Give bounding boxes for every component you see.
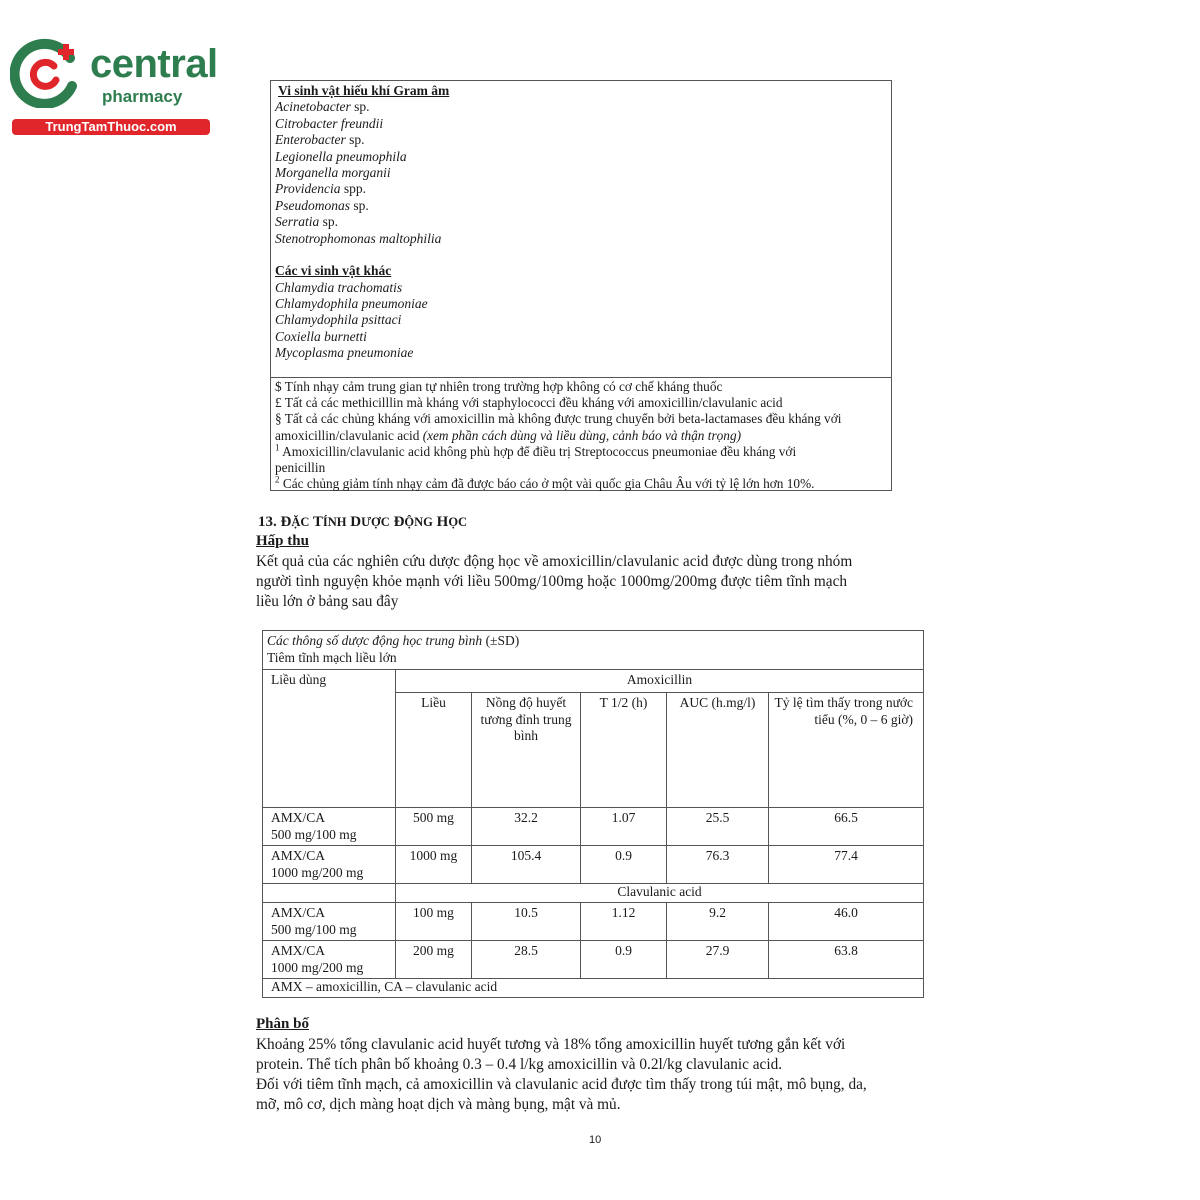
absorption-paragraph: Kết quả của các nghiên cứu dược động học về amoxicillin/clavulanic acid được dùng trong nhóm người tình nguyện khỏe mạnh với liều 500mg/100mg hoặc 1000mg/200mg được tiêm tĩnh mạch liều lớn ở bảng sau đây xyxy=(256,553,853,610)
organism-item: Enterobacter sp. xyxy=(275,132,365,148)
page-number: 10 xyxy=(589,1134,602,1146)
organism-item: Coxiella burnetti xyxy=(275,328,367,344)
gram-negative-heading: Vi sinh vật hiếu khí Gram âm xyxy=(278,83,450,98)
dose-header: Liều dùng xyxy=(263,670,396,808)
organism-item: Acinetobacter sp. xyxy=(275,99,370,115)
organism-item: Mycoplasma pneumoniae xyxy=(275,345,414,361)
table-row: AMX/CA 1000 mg/200 mg 200 mg 28.5 0.9 27.9 63.8 xyxy=(263,941,924,979)
organism-item: Citrobacter freundii xyxy=(275,115,384,131)
footnote-section-cont: amoxicillin/clavulanic acid (xem phần cách dùng và liều dùng, cảnh báo và thận trọng) xyxy=(275,427,742,443)
brand-url[interactable]: TrungTamThuoc.com xyxy=(12,119,210,135)
brand-sub: pharmacy xyxy=(102,87,183,106)
col-header-auc: AUC (h.mg/l) xyxy=(667,693,769,808)
footnote-1-cont: penicillin xyxy=(275,460,326,476)
absorption-heading: Hấp thu xyxy=(256,533,309,549)
spectrum-footnotes xyxy=(275,379,887,492)
antimicrobial-spectrum-box xyxy=(270,80,892,491)
organism-item: Legionella pneumophila xyxy=(275,148,407,164)
central-logo-icon xyxy=(10,38,88,108)
brand-name: central xyxy=(90,42,218,86)
col-header-t12: T 1/2 (h) xyxy=(581,693,667,808)
table-row: AMX/CA 500 mg/100 mg 100 mg 10.5 1.12 9.2 46.0 xyxy=(263,903,924,941)
other-organisms-heading: Các vi sinh vật khác xyxy=(275,263,392,279)
organism-item: Serratia sp. xyxy=(275,214,339,230)
footnote-pound: £ Tất cả các methicilllin mà kháng với staphylococci đều kháng với amoxicillin/clavulanic acid xyxy=(275,395,783,411)
distribution-paragraph: Khoảng 25% tổng clavulanic acid huyết tương và 18% tổng amoxicillin huyết tương gắn kết với protein. Thể tích phân bố khoảng 0.3 – 0.4 l/kg amoxicillin và 0.2l/kg clavulanic acid. Đối với tiêm tĩnh mạch, cả amoxicillin và clavulanic acid được tìm thấy trong túi mật, mô bụng, da, mỡ, mô cơ, dịch màng hoạt dịch và màng bụng, mật và mủ. xyxy=(256,1036,867,1113)
organism-item: Stenotrophomonas maltophilia xyxy=(275,230,442,246)
footnote-2: $^2$ Các chủng giảm tính nhạy cảm đã được báo cáo ở một vài quốc gia Châu Âu với tỷ lệ lớn hơn 10%. xyxy=(275,474,815,492)
col-header-cmax: Nồng độ huyết tương đỉnh trung bình xyxy=(472,693,581,808)
organism-item: Chlamydophila pneumoniae xyxy=(275,296,428,312)
table-footnote: AMX – amoxicillin, CA – clavulanic acid xyxy=(263,979,924,998)
section-13-title: 13. ĐẶC TÍNH DƯỢC ĐỘNG HỌC xyxy=(258,514,468,530)
organism-item: Morganella morganii xyxy=(275,164,391,180)
col-header-urine: Tỷ lệ tìm thấy trong nước tiểu (%, 0 – 6 giờ) xyxy=(769,693,924,808)
table-row: AMX/CA 1000 mg/200 mg 1000 mg 105.4 0.9 76.3 77.4 xyxy=(263,846,924,884)
amoxicillin-group-header: Amoxicillin xyxy=(396,670,924,693)
table-row: AMX/CA 500 mg/100 mg 500 mg 32.2 1.07 25.5 66.5 xyxy=(263,808,924,846)
organism-item: Chlamydophila psittaci xyxy=(275,312,402,328)
table-caption: Các thông số dược động học trung bình (±SD) Tiêm tĩnh mạch liều lớn xyxy=(263,631,924,670)
organism-item: Providencia spp. xyxy=(275,181,366,197)
footnote-section: § Tất cả các chủng kháng với amoxicillin mà không được trung chuyển bởi beta-lactamases đều kháng với xyxy=(275,411,842,427)
organism-item: Chlamydia trachomatis xyxy=(275,279,403,295)
col-header-dose: Liều xyxy=(396,693,472,808)
footnote-dollar: $ Tính nhạy cảm trung gian tự nhiên trong trường hợp không có cơ chế kháng thuốc xyxy=(275,379,723,394)
footnote-1: $^1$ Amoxicillin/clavulanic acid không phù hợp để điều trị Streptococcus pneumoniae đều kháng với xyxy=(275,442,797,459)
clavulanic-group-header: Clavulanic acid xyxy=(396,884,924,903)
central-pharmacy-logo xyxy=(10,38,218,138)
pharmacokinetics-table xyxy=(262,630,923,996)
spectrum-organism-list xyxy=(271,81,891,378)
distribution-heading: Phân bố xyxy=(256,1016,309,1032)
organism-item: Pseudomonas sp. xyxy=(275,197,369,213)
